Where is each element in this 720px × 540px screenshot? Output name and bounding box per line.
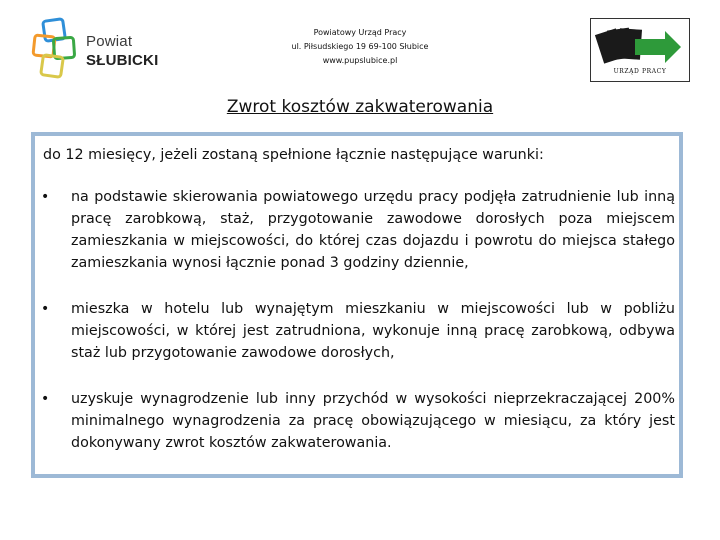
office-address [260,26,460,68]
intro-text: do 12 miesięcy, jeżeli zostaną spełnione łącznie następujące warunki: [43,147,544,163]
brand-line-powiat: Powiat [86,33,133,50]
list-item [35,298,679,364]
list-item [35,186,679,274]
conditions-list [35,186,679,454]
urzad-pracy-caption: URZĄD PRACY [613,68,667,75]
condition-text: mieszka w hotelu lub wynajętym mieszkaniu w miejscowości lub w pobliżu miejscowości, w której jest zatrudniona, wykonuje inną pracę zarobkową, odbywa staż lub przygotowanie zawodowe dorosłych, [71,301,675,361]
office-name: Powiatowy Urząd Pracy [313,28,407,37]
powiat-slubicki-logo [30,14,172,84]
condition-text: uzyskuje wynagrodzenie lub inny przychód w wysokości nieprzekraczającej 200% minimalnego wynagrodzenia za pracę obowiązującego w miesiącu, za który jest dokonywany zwrot kosztów zakwaterowania. [71,391,675,451]
page-title: Zwrot kosztów zakwaterowania [226,97,494,117]
brand-line-slubicki: SŁUBICKI [86,52,159,69]
bullet-icon: • [41,301,50,317]
conditions-box [31,132,683,478]
office-street: ul. Piłsudskiego 19 69-100 Słubice [291,42,429,51]
urzad-pracy-logo [590,18,690,82]
powiat-brand-text [86,34,158,68]
office-website: www.pupslubice.pl [322,56,398,65]
condition-text: na podstawie skierowania powiatowego urzędu pracy podjęła zatrudnienie lub inną pracę zarobkową, staż, przygotowanie zawodowe dorosłych poza miejscem zamieszkania w miejscowości, do której czas dojazdu i powrotu do miejsca stałego zamieszkania wynosi łącznie ponad 3 godziny dziennie, [71,189,675,271]
colored-squares-icon [30,14,80,84]
list-item [35,388,679,454]
bullet-icon: • [41,391,50,407]
bullet-icon: • [41,189,50,205]
